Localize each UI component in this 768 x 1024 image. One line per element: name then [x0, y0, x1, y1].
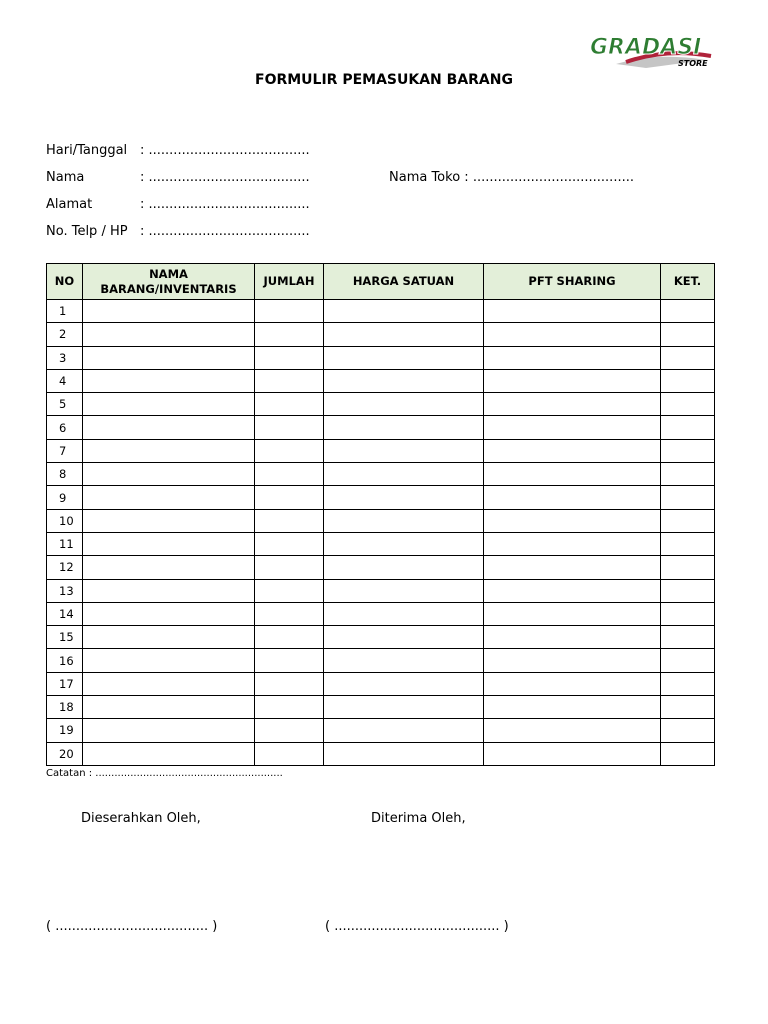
cell-ket[interactable]: [661, 672, 715, 695]
cell-no: 18: [47, 696, 83, 719]
svg-text:GRADASI: GRADASI: [590, 35, 702, 60]
cell-no: 7: [47, 439, 83, 462]
diterima-label: Diterima Oleh,: [371, 811, 466, 826]
table-row: [47, 626, 715, 649]
field-toko: [389, 170, 634, 185]
cell-ket[interactable]: [661, 346, 715, 369]
cell-pft-sharing[interactable]: [484, 649, 661, 672]
cell-no: 12: [47, 556, 83, 579]
cell-harga-satuan[interactable]: [324, 579, 484, 602]
items-table: [46, 263, 715, 766]
cell-nama-barang[interactable]: [83, 369, 255, 392]
cell-jumlah[interactable]: [255, 509, 324, 532]
cell-ket[interactable]: [661, 439, 715, 462]
cell-ket[interactable]: [661, 463, 715, 486]
cell-nama-barang[interactable]: [83, 393, 255, 416]
cell-nama-barang[interactable]: [83, 300, 255, 323]
cell-harga-satuan[interactable]: [324, 626, 484, 649]
field-nama: [46, 170, 310, 185]
cell-pft-sharing[interactable]: [484, 719, 661, 742]
cell-ket[interactable]: [661, 626, 715, 649]
cell-harga-satuan[interactable]: [324, 672, 484, 695]
table-header-row: [47, 264, 715, 300]
table-row: [47, 369, 715, 392]
cell-no: 16: [47, 649, 83, 672]
table-row: [47, 742, 715, 765]
cell-jumlah[interactable]: [255, 626, 324, 649]
cell-no: 6: [47, 416, 83, 439]
cell-no: 13: [47, 579, 83, 602]
cell-pft-sharing[interactable]: [484, 696, 661, 719]
cell-pft-sharing[interactable]: [484, 300, 661, 323]
table-row: [47, 556, 715, 579]
cell-nama-barang[interactable]: [83, 672, 255, 695]
cell-pft-sharing[interactable]: [484, 579, 661, 602]
cell-harga-satuan[interactable]: [324, 486, 484, 509]
cell-ket[interactable]: [661, 369, 715, 392]
cell-pft-sharing[interactable]: [484, 532, 661, 555]
cell-pft-sharing[interactable]: [484, 416, 661, 439]
header-pft-sharing: PFT SHARING: [484, 264, 661, 300]
cell-harga-satuan[interactable]: [324, 369, 484, 392]
field-alamat: [46, 197, 310, 212]
cell-pft-sharing[interactable]: [484, 346, 661, 369]
cell-harga-satuan[interactable]: [324, 602, 484, 625]
cell-pft-sharing[interactable]: [484, 626, 661, 649]
cell-pft-sharing[interactable]: [484, 556, 661, 579]
header-ket: KET.: [661, 264, 715, 300]
cell-nama-barang[interactable]: [83, 719, 255, 742]
cell-no: 15: [47, 626, 83, 649]
cell-jumlah[interactable]: [255, 323, 324, 346]
diserahkan-label: Dieserahkan Oleh,: [81, 811, 201, 826]
cell-jumlah[interactable]: [255, 346, 324, 369]
cell-jumlah[interactable]: [255, 602, 324, 625]
cell-harga-satuan[interactable]: [324, 300, 484, 323]
field-telp-value[interactable]: : .......................................: [140, 224, 310, 239]
header-jumlah: JUMLAH: [255, 264, 324, 300]
cell-no: 5: [47, 393, 83, 416]
table-row: [47, 393, 715, 416]
table-row: [47, 439, 715, 462]
cell-harga-satuan[interactable]: [324, 719, 484, 742]
cell-jumlah[interactable]: [255, 672, 324, 695]
table-row: [47, 719, 715, 742]
cell-ket[interactable]: [661, 300, 715, 323]
cell-pft-sharing[interactable]: [484, 486, 661, 509]
cell-jumlah[interactable]: [255, 369, 324, 392]
field-nama-value[interactable]: : .......................................: [140, 170, 310, 185]
table-row: [47, 509, 715, 532]
cell-jumlah[interactable]: [255, 742, 324, 765]
cell-pft-sharing[interactable]: [484, 742, 661, 765]
cell-jumlah[interactable]: [255, 300, 324, 323]
cell-harga-satuan[interactable]: [324, 556, 484, 579]
field-toko-label: Nama Toko: [389, 170, 461, 185]
form-title: FORMULIR PEMASUKAN BARANG: [255, 72, 513, 88]
cell-no: 10: [47, 509, 83, 532]
cell-no: 17: [47, 672, 83, 695]
cell-harga-satuan[interactable]: [324, 416, 484, 439]
table-row: [47, 486, 715, 509]
cell-jumlah[interactable]: [255, 463, 324, 486]
cell-nama-barang[interactable]: [83, 626, 255, 649]
cell-nama-barang[interactable]: [83, 532, 255, 555]
cell-harga-satuan[interactable]: [324, 463, 484, 486]
cell-pft-sharing[interactable]: [484, 672, 661, 695]
cell-no: 1: [47, 300, 83, 323]
cell-nama-barang[interactable]: [83, 602, 255, 625]
cell-ket[interactable]: [661, 323, 715, 346]
cell-no: 11: [47, 532, 83, 555]
table-row: [47, 696, 715, 719]
cell-no: 8: [47, 463, 83, 486]
cell-ket[interactable]: [661, 602, 715, 625]
cell-nama-barang[interactable]: [83, 463, 255, 486]
table-row: [47, 416, 715, 439]
header-no: NO: [47, 264, 83, 300]
cell-no: 3: [47, 346, 83, 369]
cell-ket[interactable]: [661, 696, 715, 719]
cell-harga-satuan[interactable]: [324, 742, 484, 765]
cell-jumlah[interactable]: [255, 556, 324, 579]
header-nama-barang: NAMA BARANG/INVENTARIS: [83, 264, 255, 300]
header-harga-satuan: HARGA SATUAN: [324, 264, 484, 300]
cell-harga-satuan[interactable]: [324, 532, 484, 555]
cell-ket[interactable]: [661, 393, 715, 416]
table-row: [47, 300, 715, 323]
field-alamat-label: Alamat: [46, 197, 93, 212]
field-nama-label: Nama: [46, 170, 85, 185]
cell-nama-barang[interactable]: [83, 439, 255, 462]
table-row: [47, 672, 715, 695]
cell-jumlah[interactable]: [255, 649, 324, 672]
table-row: [47, 532, 715, 555]
cell-pft-sharing[interactable]: [484, 602, 661, 625]
field-telp-label: No. Telp / HP: [46, 224, 128, 239]
table-row: [47, 649, 715, 672]
cell-jumlah[interactable]: [255, 532, 324, 555]
cell-jumlah[interactable]: [255, 416, 324, 439]
cell-pft-sharing[interactable]: [484, 323, 661, 346]
cell-jumlah[interactable]: [255, 439, 324, 462]
cell-harga-satuan[interactable]: [324, 696, 484, 719]
cell-harga-satuan[interactable]: [324, 649, 484, 672]
cell-nama-barang[interactable]: [83, 742, 255, 765]
cell-pft-sharing[interactable]: [484, 463, 661, 486]
field-tanggal-label: Hari/Tanggal: [46, 143, 128, 158]
table-row: [47, 602, 715, 625]
cell-nama-barang[interactable]: [83, 486, 255, 509]
cell-jumlah[interactable]: [255, 719, 324, 742]
cell-nama-barang[interactable]: [83, 509, 255, 532]
cell-no: 14: [47, 602, 83, 625]
cell-ket[interactable]: [661, 649, 715, 672]
cell-jumlah[interactable]: [255, 486, 324, 509]
table-row: [47, 346, 715, 369]
field-tanggal: [46, 143, 310, 158]
cell-nama-barang[interactable]: [83, 346, 255, 369]
cell-pft-sharing[interactable]: [484, 369, 661, 392]
field-tanggal-value[interactable]: : .......................................: [140, 143, 310, 158]
cell-ket[interactable]: [661, 509, 715, 532]
cell-pft-sharing[interactable]: [484, 509, 661, 532]
cell-no: 4: [47, 369, 83, 392]
table-row: [47, 579, 715, 602]
cell-ket[interactable]: [661, 719, 715, 742]
cell-jumlah[interactable]: [255, 696, 324, 719]
cell-ket[interactable]: [661, 742, 715, 765]
cell-pft-sharing[interactable]: [484, 393, 661, 416]
cell-harga-satuan[interactable]: [324, 439, 484, 462]
cell-nama-barang[interactable]: [83, 696, 255, 719]
cell-no: 20: [47, 742, 83, 765]
signature-line-right[interactable]: ( ........................................ ): [325, 919, 509, 934]
cell-nama-barang[interactable]: [83, 579, 255, 602]
cell-nama-barang[interactable]: [83, 416, 255, 439]
cell-nama-barang[interactable]: [83, 323, 255, 346]
table-row: [47, 463, 715, 486]
table-row: [47, 323, 715, 346]
cell-jumlah[interactable]: [255, 393, 324, 416]
cell-harga-satuan[interactable]: [324, 509, 484, 532]
cell-harga-satuan[interactable]: [324, 323, 484, 346]
cell-nama-barang[interactable]: [83, 556, 255, 579]
catatan-line[interactable]: Catatan : ...........................................................: [46, 768, 283, 779]
field-telp: [46, 224, 310, 239]
cell-nama-barang[interactable]: [83, 649, 255, 672]
cell-ket[interactable]: [661, 486, 715, 509]
cell-ket[interactable]: [661, 532, 715, 555]
gradasi-store-logo: [586, 30, 720, 72]
field-toko-value[interactable]: : .......................................: [460, 170, 634, 185]
cell-harga-satuan[interactable]: [324, 393, 484, 416]
cell-ket[interactable]: [661, 416, 715, 439]
svg-text:STORE: STORE: [678, 59, 708, 68]
cell-no: 2: [47, 323, 83, 346]
cell-jumlah[interactable]: [255, 579, 324, 602]
cell-pft-sharing[interactable]: [484, 439, 661, 462]
cell-no: 19: [47, 719, 83, 742]
cell-ket[interactable]: [661, 556, 715, 579]
field-alamat-value[interactable]: : .......................................: [140, 197, 310, 212]
cell-ket[interactable]: [661, 579, 715, 602]
cell-no: 9: [47, 486, 83, 509]
signature-line-left[interactable]: ( ..................................... ): [46, 919, 218, 934]
cell-harga-satuan[interactable]: [324, 346, 484, 369]
